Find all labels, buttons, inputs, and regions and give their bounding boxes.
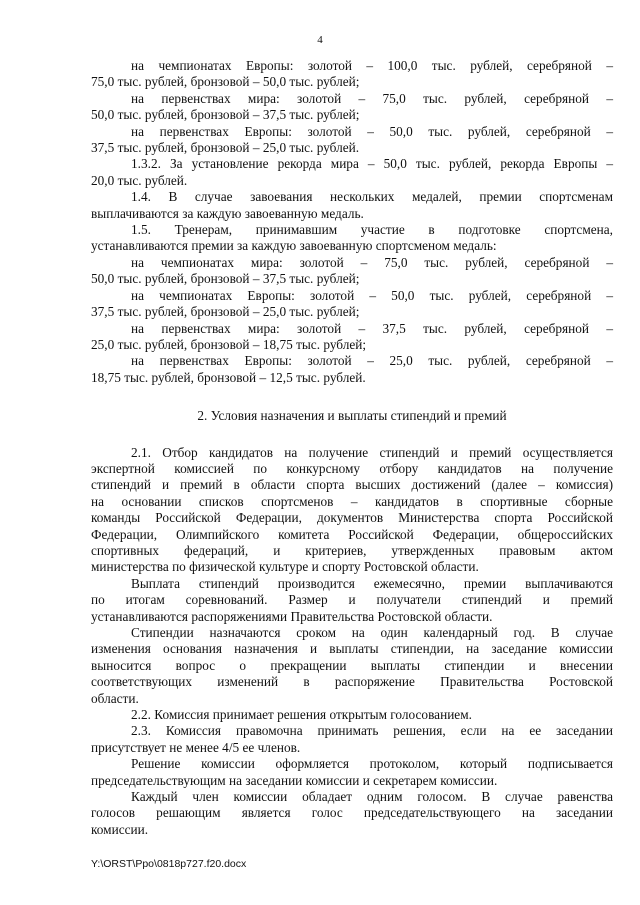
document-body xyxy=(91,58,613,838)
text-line: на чемпионатах Европы: золотой – 50,0 тыс. рублей, серебряной – xyxy=(131,287,613,303)
text-line: экспертной комиссией по конкурсному отбору кандидатов на получение xyxy=(91,460,613,476)
text-line: 75,0 тыс. рублей, бронзовой – 50,0 тыс. рублей; xyxy=(91,74,360,90)
text-line: Выплата стипендий производится ежемесячно, премии выплачиваются xyxy=(131,575,613,591)
text-line: 37,5 тыс. рублей, бронзовой – 25,0 тыс. рублей. xyxy=(91,140,360,156)
text-line: на первенствах Европы: золотой – 25,0 тыс. рублей, серебряной – xyxy=(131,353,613,369)
text-line: министерства по физической культуре и спорту Ростовской области. xyxy=(91,559,479,575)
text-line: 2.2. Комиссия принимает решения открытым голосованием. xyxy=(131,707,472,723)
text-line: комиссии. xyxy=(91,821,149,837)
file-path-footer: Y:\ORST\Ppo\0818p727.f20.docx xyxy=(91,858,247,870)
text-line: изменения основания назначения и выплаты стипендии, на заседание комиссии xyxy=(91,641,613,657)
text-line: 18,75 тыс. рублей, бронзовой – 12,5 тыс. рублей. xyxy=(91,369,366,385)
text-line: 50,0 тыс. рублей, бронзовой – 37,5 тыс. рублей; xyxy=(91,271,360,287)
text-line: 20,0 тыс. рублей. xyxy=(91,172,188,188)
text-line: на чемпионатах мира: золотой – 75,0 тыс. рублей, серебряной – xyxy=(131,254,613,270)
text-line: стипендий и премий в области спорта высших достижений (далее – комиссия) xyxy=(91,477,613,493)
text-line: Решение комиссии оформляется протоколом, который подписывается xyxy=(131,756,613,772)
text-line: на чемпионатах Европы: золотой – 100,0 тыс. рублей, серебряной – xyxy=(131,58,613,73)
section-heading: 2. Условия назначения и выплаты стипендий и премий xyxy=(197,408,507,424)
text-line: на первенствах мира: золотой – 75,0 тыс. рублей, серебряной – xyxy=(131,90,613,106)
text-line: устанавливаются премии за каждую завоеванную спортсменом медаль: xyxy=(91,238,497,254)
text-line: области. xyxy=(91,690,139,706)
text-line: соответствующих изменений в распоряжение Правительства Ростовской xyxy=(91,674,613,690)
text-line: устанавливаются распоряжениями Правительства Ростовской области. xyxy=(91,608,493,624)
text-line: 2.3. Комиссия правомочна принимать решения, если на ее заседании xyxy=(131,723,613,739)
text-line: на первенствах мира: золотой – 37,5 тыс. рублей, серебряной – xyxy=(131,320,613,336)
text-line: 37,5 тыс. рублей, бронзовой – 25,0 тыс. рублей; xyxy=(91,304,360,320)
text-line: 50,0 тыс. рублей, бронзовой – 37,5 тыс. рублей; xyxy=(91,107,360,123)
text-line: председательствующим на заседании комиссии и секретарем комиссии. xyxy=(91,772,498,788)
text-line: выплачиваются за каждую завоеванную медаль. xyxy=(91,205,364,221)
text-line: 25,0 тыс. рублей, бронзовой – 18,75 тыс. рублей; xyxy=(91,336,367,352)
text-line: на основании списков спортсменов – кандидатов в спортивные сборные xyxy=(91,493,613,509)
text-line: Стипендии назначаются сроком на один календарный год. В случае xyxy=(131,625,613,640)
text-line: Федерации, Олимпийского комитета Российской Федерации, общероссийских xyxy=(91,526,613,542)
text-line: выносится вопрос о прекращении выплаты стипендии и внесении xyxy=(91,657,613,673)
text-line: 1.5. Тренерам, принимавшим участие в подготовке спортсмена, xyxy=(131,222,613,238)
text-line: Каждый член комиссии обладает одним голосом. В случае равенства xyxy=(131,789,613,805)
page-number: 4 xyxy=(317,34,323,46)
text-line: 1.4. В случае завоевания нескольких медалей, премии спортсменам xyxy=(131,189,613,205)
text-line: команды Российской Федерации, документов Министерства спорта Российской xyxy=(91,510,613,526)
text-line: спортивных федераций, и критериев, утвержденных правовым актом xyxy=(91,542,613,558)
text-line: присутствует не менее 4/5 ее членов. xyxy=(91,739,301,755)
text-line: по итогам соревнований. Размер и получатели стипендий и премий xyxy=(91,592,613,608)
text-line: на первенствах Европы: золотой – 50,0 тыс. рублей, серебряной – xyxy=(131,123,613,139)
text-line: 1.3.2. За установление рекорда мира – 50,0 тыс. рублей, рекорда Европы – xyxy=(131,156,613,172)
text-line: 2.1. Отбор кандидатов на получение стипендий и премий осуществляется xyxy=(131,444,613,460)
text-line: голосов решающим является голос председательствующего на заседании xyxy=(91,805,613,821)
